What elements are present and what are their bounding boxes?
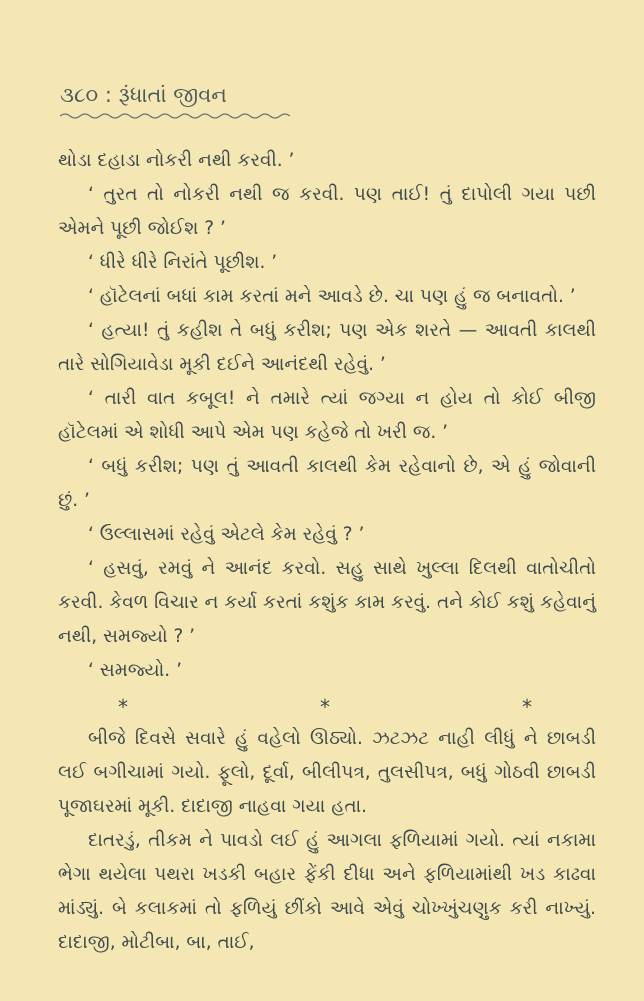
paragraph: ‘ સમજ્યો. ’ [88,660,182,681]
running-header [60,83,290,120]
book-title: રૂંધાતાં જીવન [118,83,227,107]
paragraph: ‘ હસવું, રમવું ને આનંદ કરવો. સહુ સાથે ખુલ્લા દિલથી વાતોચીતો કરવી. કેવળ વિચાર ન કર્યા કરતાં કશુંક કામ કરવું. તને કોઈ કશું કહેવાનું નથી, સમજ્યો ? ’ [58,558,596,647]
paragraph: ‘ તુરત તો નોકરી નથી જ કરવી. પણ તાઈ! તું દાપોલી ગયા પછી એમને પૂછી જોઈશ ? ’ [58,184,596,239]
section-break-star: * [522,695,532,719]
page-number: ૩૮૦ [60,83,99,107]
header-separator: : [104,83,112,107]
paragraph: ‘ ઉલ્લાસમાં રહેવું એટલે કેમ રહેવું ? ’ [88,524,365,545]
paragraph: દાતરડું, તીકમ ને પાવડો લઈ હું આગલા ફળિયામાં ગયો. ત્યાં નકામા ભેગા થયેલા પથરા ખડકી બહાર ફેંકી દીધા અને ફળિયામાંથી ખડ કાઢવા માંડ્યું. બે કલાકમાં તો ફળિયું છીંકો આવે એવું ચોખ્ખુંચણુક કરી નાખ્યું. દાદાજી, મોટીબા, બા, તાઈ, [58,830,596,953]
paragraph: ‘ હત્યા! તું કહીશ તે બધું કરીશ; પણ એક શરતે — આવતી કાલથી તારે સોગિયાવેડા મૂકી દઈને આનંદથી રહેવું. ’ [58,320,596,375]
page-body [58,144,596,960]
section-break-star: * [320,695,330,719]
header-text [60,83,290,108]
paragraph: બીજે દિવસે સવારે હું વહેલો ઊઠ્યો. ઝટઝટ નાહી લીધું ને છાબડી લઈ બગીચામાં ગયો. ફૂલો, દૂર્વા, બીલીપત્ર, તુલસીપત્ર, બધું ગોઠવી છાબડી પૂજાઘરમાં મૂકી. દાદાજી નાહવા ગયા હતા. [58,728,596,817]
header-wavy-rule [60,112,290,120]
paragraph: ‘ ધીરે ધીરે નિરાંતે પૂછીશ. ’ [88,252,278,273]
section-break [58,688,596,722]
paragraph-continued: થોડા દહાડા નોકરી નથી કરવી. ’ [58,150,295,171]
paragraph: ‘ બધું કરીશ; પણ તું આવતી કાલથી કેમ રહેવાનો છે, એ હું જોવાની છું. ’ [58,456,596,511]
section-break-star: * [118,695,128,719]
paragraph: ‘ હૉટેલનાં બધાં કામ કરતાં મને આવડે છે. ચા પણ હું જ બનાવતો. ’ [88,286,576,307]
paragraph: ‘ તારી વાત કબૂલ! ને તમારે ત્યાં જગ્યા ન હોય તો કોઈ બીજી હૉટેલમાં એ શોધી આપે એમ પણ કહેજે તો ખરી જ. ’ [58,388,596,443]
